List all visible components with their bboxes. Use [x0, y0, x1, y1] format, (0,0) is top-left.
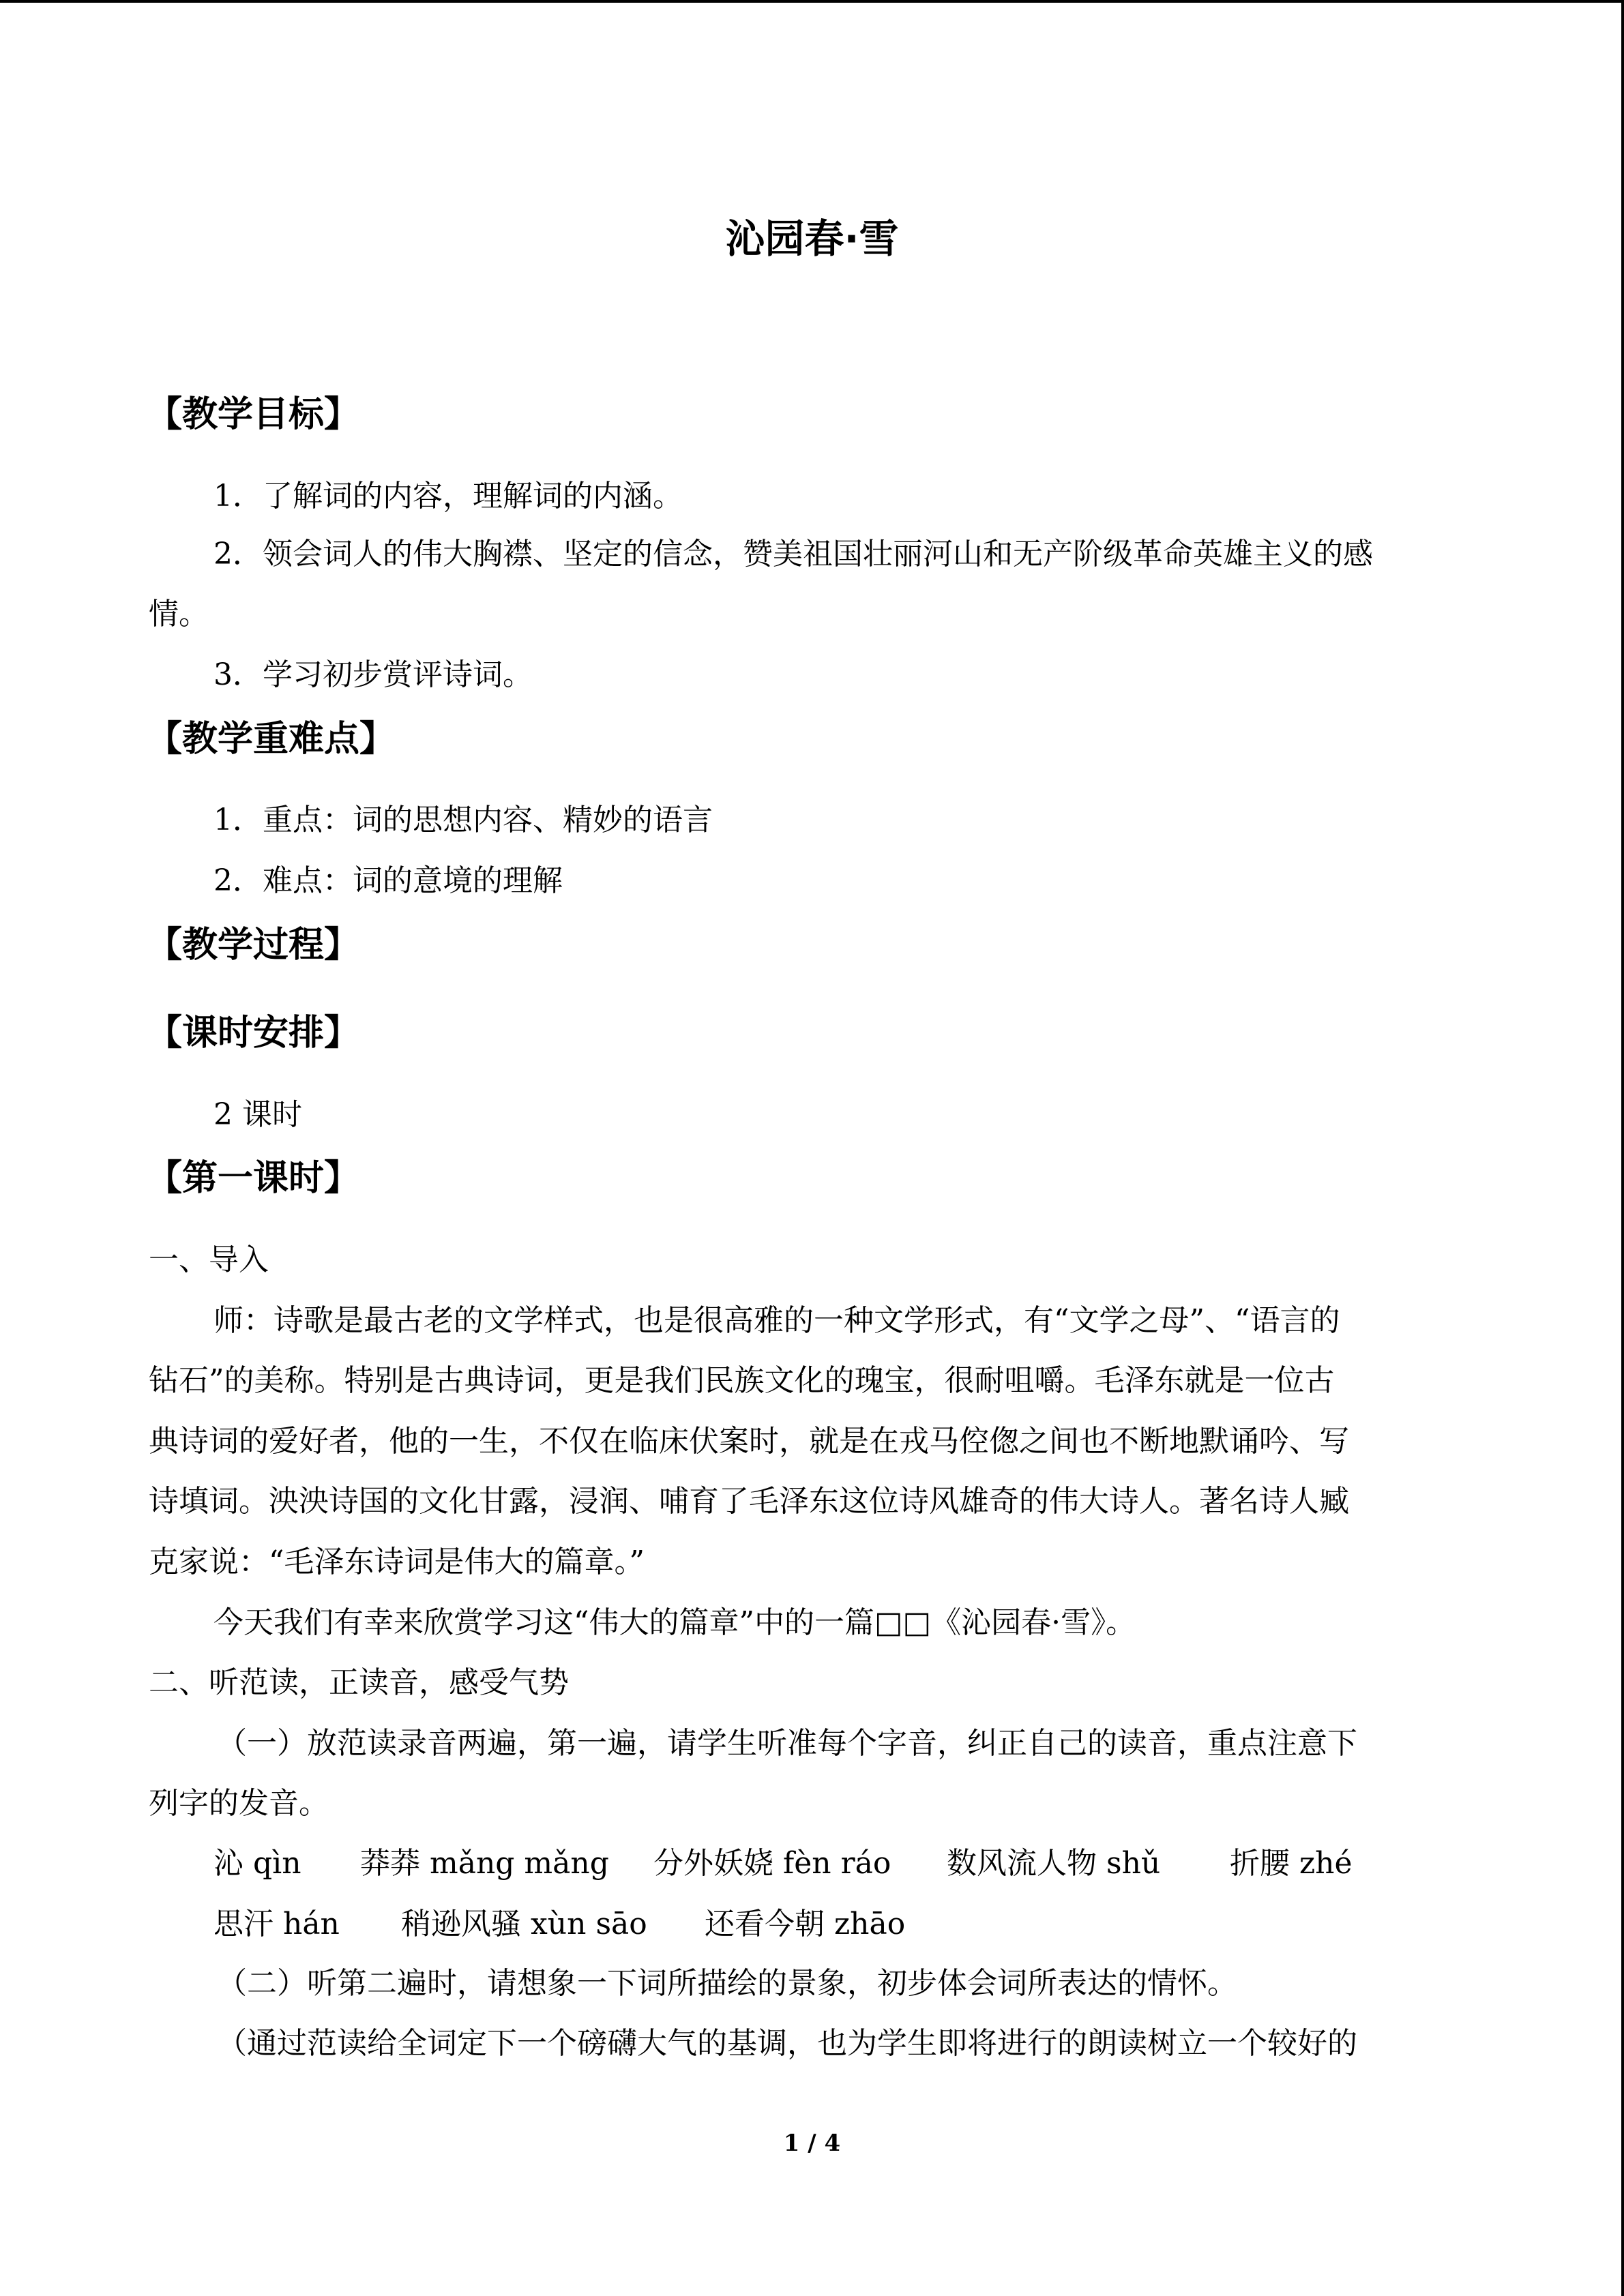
- listen-instruction-line: 列字的发音。: [149, 1786, 329, 1821]
- pinyin-item: 分外妖娆 fèn ráo: [653, 1846, 891, 1881]
- pinyin-item: 折腰 zhé: [1230, 1846, 1353, 1881]
- heading-lesson1: 【第一课时】: [147, 1158, 360, 1199]
- pinyin-row: [213, 1900, 905, 1948]
- intro-paragraph-line: 典诗词的爱好者，他的一生，不仅在临床伏案时，就是在戎马倥偬之间也不断地默诵吟、写: [149, 1424, 1349, 1459]
- pinyin-item: 沁 qìn: [213, 1846, 301, 1881]
- keypoint-item: 1．重点：词的思想内容、精妙的语言: [213, 803, 713, 837]
- heading-schedule: 【课时安排】: [147, 1013, 360, 1054]
- goal-item: 1．了解词的内容，理解词的内涵。: [213, 479, 683, 513]
- pinyin-item: 莽莽 mǎng mǎng: [360, 1846, 609, 1881]
- goal-item: 3．学习初步赏评诗词。: [213, 657, 533, 692]
- intro-today: 今天我们有幸来欣赏学习这“伟大的篇章”中的一篇□□《沁园春·雪》。: [213, 1605, 1136, 1640]
- pinyin-item: 稍逊风骚 xùn sāo: [401, 1907, 647, 1941]
- pinyin-item: 思汗 hán: [213, 1907, 340, 1941]
- intro-paragraph-line: 钻石”的美称。特别是古典诗词，更是我们民族文化的瑰宝，很耐咀嚼。毛泽东就是一位古: [149, 1363, 1335, 1398]
- intro-paragraph-line: 诗填词。泱泱诗国的文化甘露，浸润、哺育了毛泽东这位诗风雄奇的伟大诗人。著名诗人臧: [149, 1484, 1349, 1519]
- listen-instruction-second: （二）听第二遍时，请想象一下词所描绘的景象，初步体会词所表达的情怀。: [217, 1966, 1237, 2001]
- goal-item: 2．领会词人的伟大胸襟、坚定的信念，赞美祖国壮丽河山和无产阶级革命英雄主义的感: [213, 537, 1373, 571]
- schedule-text: 2 课时: [213, 1097, 302, 1132]
- pinyin-item: 还看今朝 zhāo: [705, 1907, 906, 1941]
- page-number: 1 / 4: [783, 2130, 841, 2157]
- pinyin-item: 数风流人物 shǔ: [947, 1846, 1161, 1881]
- pinyin-row: [213, 1840, 1353, 1888]
- right-border-line: [1621, 0, 1624, 2296]
- page-title: 沁园春·雪: [725, 215, 899, 262]
- heading-keypoints: 【教学重难点】: [147, 719, 396, 760]
- keypoint-item: 2．难点：词的意境的理解: [213, 863, 563, 898]
- heading-process: 【教学过程】: [147, 925, 360, 966]
- listen-instruction-line: （一）放范读录音两遍，第一遍，请学生听准每个字音，纠正自己的读音，重点注意下: [217, 1726, 1357, 1761]
- goal-item-continued: 情。: [149, 597, 209, 631]
- heading-goals: 【教学目标】: [147, 394, 360, 435]
- listen-title: 二、听范读，正读音，感受气势: [149, 1665, 569, 1700]
- intro-title: 一、导入: [149, 1242, 269, 1277]
- intro-paragraph-line: 师：诗歌是最古老的文学样式，也是很高雅的一种文学形式，有“文学之母”、“语言的: [213, 1303, 1340, 1338]
- top-border-line: [0, 0, 1624, 3]
- listen-note: （通过范读给全词定下一个磅礴大气的基调，也为学生即将进行的朗读树立一个较好的: [217, 2026, 1357, 2061]
- intro-paragraph-line: 克家说：“毛泽东诗词是伟大的篇章。”: [149, 1545, 645, 1579]
